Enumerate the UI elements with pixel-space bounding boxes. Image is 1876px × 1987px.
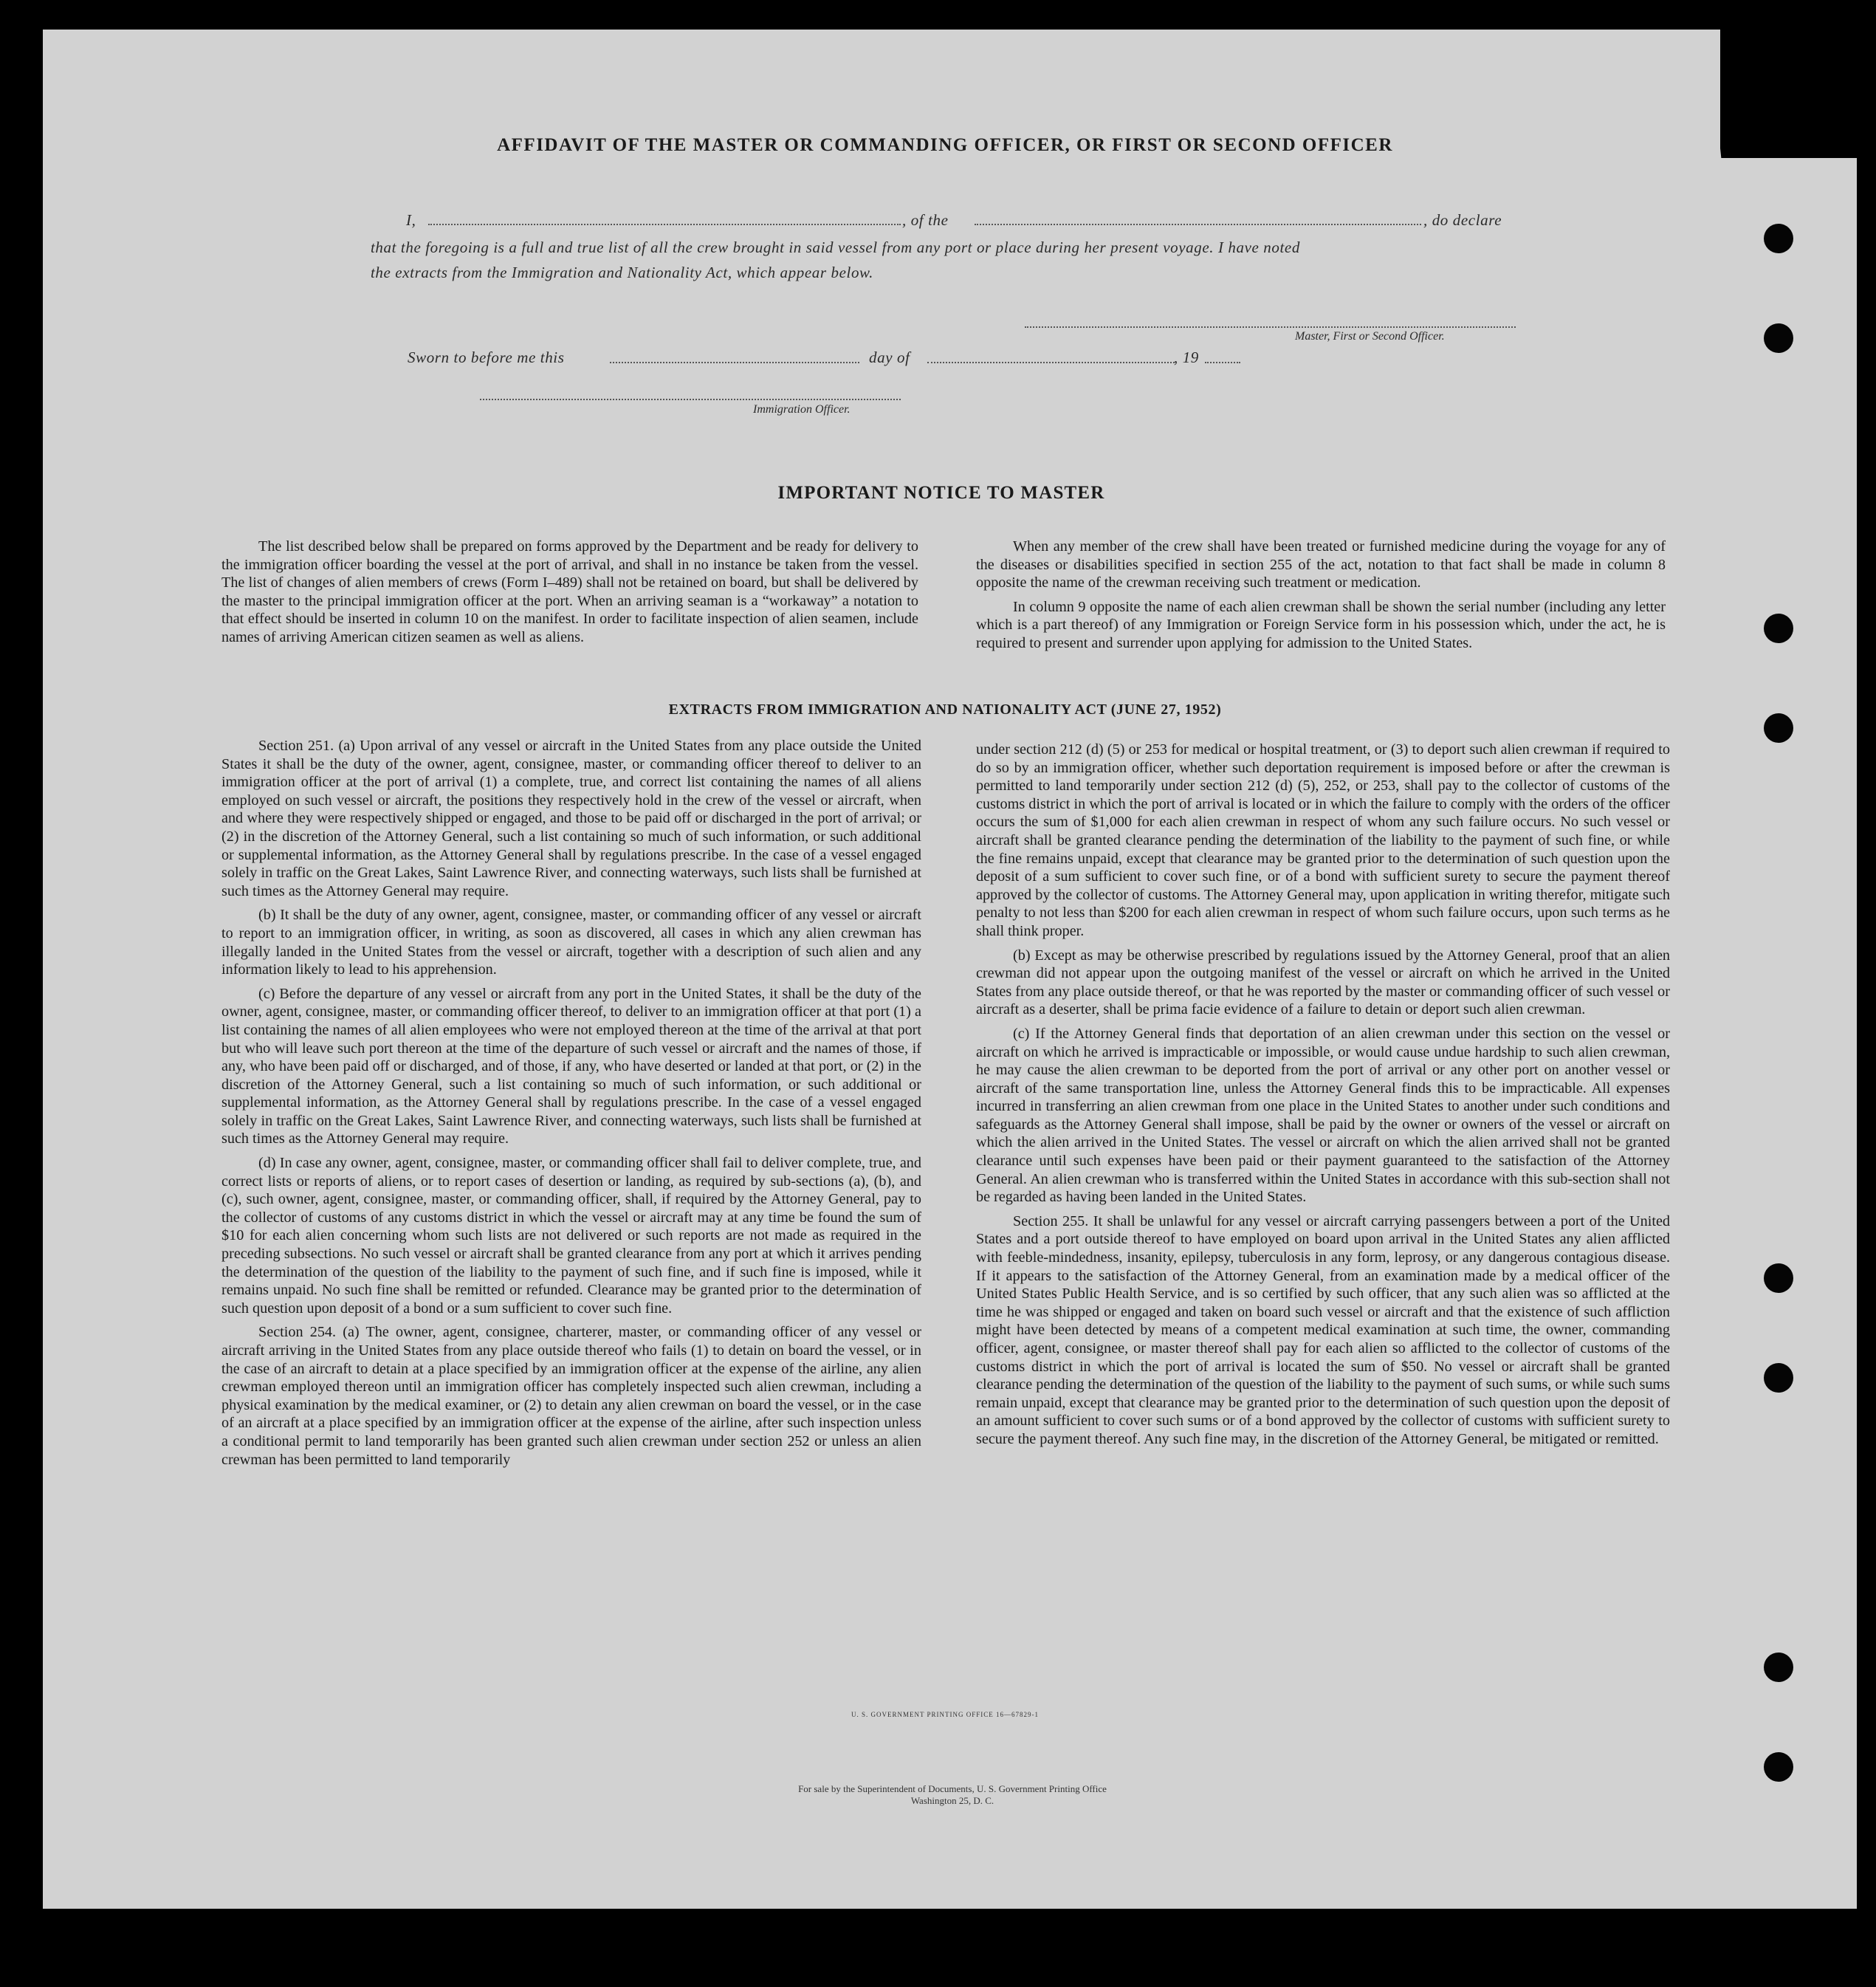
declaration-line: the extracts from the Immigration and Nationality Act, which appear below.: [371, 264, 873, 281]
punch-hole: [1764, 323, 1793, 353]
statute-paragraph: (d) In case any owner, agent, consignee, master, or commanding officer shall fail to deliver complete, true, and correct lists or reports of aliens, or to report cases of desertion or landing, as required by sub-sections (a), (b), and (c), such owner, agent, consignee, master, or commanding officer, shall, if required by the Attorney General, pay to the collector of customs of any customs district in which the vessel or aircraft may at any time be found the sum of $10 for each alien concerning whom such lists are not delivered or such reports are not made as required in the preceding subsections. No such vessel or aircraft shall be granted clearance from any port at which it arrives pending the determination of the question of the liability to the payment of such fine, and if such fine is imposed, while it remains unpaid. No such fine shall be remitted or refunded. Clearance may be granted prior to the determination of such question upon deposit of a bond or a sum sufficient to cover such fine.: [221, 1155, 921, 1317]
affidavit-title: AFFIDAVIT OF THE MASTER OR COMMANDING OFFICER, OR FIRST OR SECOND OFFICER: [497, 135, 1393, 155]
statute-paragraph: (b) It shall be the duty of any owner, agent, consignee, master, or commanding officer of any vessel or aircraft to report to an immigration officer, in writing, as soon as discovered, all cases in which any alien crewman has illegally landed in the United States from the vessel or aircraft, together with a description of such alien and any information likely to lead to his apprehension.: [221, 907, 921, 978]
master-signature-line[interactable]: [1025, 326, 1516, 328]
immigration-officer-caption: Immigration Officer.: [753, 403, 851, 416]
extracts-heading: EXTRACTS FROM IMMIGRATION AND NATIONALITY ACT (JUNE 27, 1952): [668, 701, 1222, 718]
declaration-line: that the foregoing is a full and true list of all the crew brought in said vessel from any port or place during her present voyage. I have noted: [371, 238, 1300, 256]
sworn-label: Sworn to before me this: [408, 349, 565, 366]
statute-paragraph: Section 254. (a) The owner, agent, consignee, charterer, master, or commanding officer of any vessel or aircraft arriving in the United States from any place outside thereof who fails (1) to detain on board the vessel, or in the case of an aircraft to detain at a place specified by an immigration officer at the expense of the airline, any alien crewman employed thereon until an immigration officer has completely inspected such alien crewman, including a physical examination by the medical examiner, or (2) to detain any alien crewman on board the vessel, or in the case of an aircraft at a place specified by an immigration officer at the expense of the airline, after such inspection unless a conditional permit to land temporarily has been granted such alien crewman under section 252 or unless an alien crewman has been permitted to land temporarily: [221, 1324, 921, 1468]
punch-hole: [1764, 614, 1793, 643]
footer: [628, 1783, 1277, 1807]
punch-hole: [1764, 1363, 1793, 1393]
statute-paragraph: (c) Before the departure of any vessel or aircraft from any port in the United States, it shall be the duty of the owner, agent, consignee, master, or commanding officer thereof, to deliver to an immigration officer at that port (1) a list containing the names of all alien employees who were not employed thereon at the time of the arrival at that port but who will leave such port thereon at the time of the departure of such vessel or aircraft and the names of those, if any, who have been paid off or discharged, and of those, if any, who have deserted or landed at that port, or (2) in the discretion of the Attorney General, such a list containing so much of such information, or such additional or supplemental information, as the Attorney General shall by regulations prescribe. In the case of a vessel engaged solely in traffic on the Great Lakes, Saint Lawrence River, and connecting waterways, such lists shall be furnished at such times as the Attorney General may require.: [221, 985, 921, 1147]
extracts-right-column: [976, 741, 1670, 1455]
sworn-month-blank[interactable]: [927, 362, 1175, 363]
statute-paragraph: (b) Except as may be otherwise prescribed by regulations issued by the Attorney General, proof that an alien crewman did not appear upon the outgoing manifest of the vessel or aircraft on which he arrived in the United States from any place outside thereof, or that he was reported by the master or commanding officer of such vessel or aircraft as a deserter, shall be prima facie evidence of a failure to detain or deport such alien crewman.: [976, 947, 1670, 1018]
punch-hole: [1764, 1263, 1793, 1293]
punch-hole: [1764, 713, 1793, 743]
notice-heading: IMPORTANT NOTICE TO MASTER: [777, 483, 1105, 503]
notice-paragraph: When any member of the crew shall have been treated or furnished medicine during the voyage for any of the diseases or disabilities specified in section 255 of the act, notation to that fact shall be made in column 8 opposite the name of the crewman receiving such treatment or medication.: [976, 538, 1666, 591]
statute-paragraph: Section 251. (a) Upon arrival of any vessel or aircraft in the United States from any place outside the United States it shall be the duty of the owner, agent, consignee, master, or commanding officer thereof to deliver to an immigration officer at the port of arrival (1) a complete, true, and correct list containing the names of all aliens employed on such vessel or aircraft, the positions they respectively hold in the crew of the vessel or aircraft, when and where they were respectively shipped or engaged, and those to be paid off or discharged in the port of arrival; or (2) in the discretion of the Attorney General, such a list containing so much of such information, or such additional or supplemental information, as the Attorney General shall by regulations prescribe. In the case of a vessel engaged solely in traffic on the Great Lakes, Saint Lawrence River, and connecting waterways, such lists shall be furnished at such times as the Attorney General may require.: [221, 738, 921, 899]
of-the-label: , of the: [902, 211, 949, 229]
day-of-label: day of: [869, 349, 910, 366]
notice-right-column: [976, 538, 1666, 659]
statute-paragraph: under section 212 (d) (5) or 253 for medical or hospital treatment, or (3) to deport such alien crewman if required to do so by an immigration officer, whether such deportation requirement is imposed before or after the crewman is permitted to land temporarily under section 212 (d) (5), 252, or 253, shall pay to the collector of customs of the customs district in which the port of arrival is located or in which the failure to comply with the orders of the officer occurs the sum of $1,000 for each alien crewman in respect of whom any such failure occurs. No such vessel or aircraft shall be granted clearance pending the determination of the liability to the payment of such fine, or while the fine remains unpaid, except that clearance may be granted prior to the determination of such question upon the deposit of a sum sufficient to cover such fine, or of a bond with sufficient surety to secure the payment thereof approved by the collector of customs. The Attorney General may, upon application in writing therefor, mitigate such penalty to not less than $200 for each alien crewman in respect of whom such failure occurs, upon such terms as he shall think proper.: [976, 741, 1670, 939]
name-blank-line[interactable]: [428, 224, 901, 225]
punch-hole: [1764, 1653, 1793, 1682]
footer-line: For sale by the Superintendent of Documents, U. S. Government Printing Office: [798, 1783, 1107, 1794]
master-caption: Master, First or Second Officer.: [1295, 330, 1445, 343]
extracts-left-column: [221, 737, 921, 1475]
notice-left-column: [221, 538, 918, 653]
declare-i-label: I,: [406, 211, 416, 229]
year-label: , 19: [1174, 349, 1199, 366]
notice-paragraph: In column 9 opposite the name of each alien crewman shall be shown the serial number (including any letter which is a part thereof) of any Immigration or Foreign Service form in his possession which, under the act, he is required to present and surrender upon applying for admission to the United States.: [976, 598, 1666, 651]
immigration-officer-signature-line[interactable]: [480, 399, 901, 400]
punch-hole: [1764, 1752, 1793, 1782]
sworn-day-blank[interactable]: [610, 362, 859, 363]
notice-paragraph: The list described below shall be prepared on forms approved by the Department and be ready for delivery to the immigration officer boarding the vessel at the port of arrival, and shall in no instance be taken from the vessel. The list of changes of alien members of crews (Form I–489) shall not be retained on board, but shall be delivered by the master to the principal immigration officer at the port. When an arriving seaman is a “workaway” a notation to that effect should be inserted in column 10 on the manifest. In order to facilitate inspection of alien seamen, include names of arriving American citizen seamen as well as aliens.: [221, 538, 918, 645]
vessel-blank-line[interactable]: [975, 224, 1421, 225]
punch-hole: [1764, 224, 1793, 253]
sworn-year-blank[interactable]: [1205, 362, 1240, 363]
gpo-print-code: U. S. GOVERNMENT PRINTING OFFICE 16—67829-1: [851, 1711, 1040, 1718]
statute-paragraph: (c) If the Attorney General finds that deportation of an alien crewman under this section on the vessel or aircraft on which he arrived is impracticable or impossible, or would cause undue hardship to such alien crewman, he may cause the alien crewman to be deported from the port of arrival or any other port on another vessel or aircraft of the same transportation line, unless the Attorney General finds this to be impracticable. All expenses incurred in transferring an alien crewman from one place in the United States to another under such conditions and safeguards as the Attorney General shall impose, shall be paid by the owner or owners of the vessel or aircraft on which the alien arrived in the United States. The vessel or aircraft on which the alien arrived shall not be granted clearance until such expenses have been paid or their payment guaranteed to the satisfaction of the Attorney General. An alien crewman who is transferred within the United States in accordance with this sub-section shall not be regarded as having been landed in the United States.: [976, 1025, 1670, 1206]
statute-paragraph: Section 255. It shall be unlawful for any vessel or aircraft carrying passengers between a port of the United States and a port outside thereof to have employed on board upon arrival in the United States any alien afflicted with feeble-mindedness, insanity, epilepsy, tuberculosis in any form, leprosy, or any dangerous contagious disease. If it appears to the satisfaction of the Attorney General, from an examination made by a medical officer of the United States Public Health Service, and is so certified by such officer, that any such alien was so afflicted at the time he was shipped or engaged and taken on board such vessel or aircraft and that the existence of such affliction might have been detected by means of a competent medical examination at such time, the owner, commanding officer, agent, consignee, or master thereof shall pay for each alien so afflicted to the collector of customs of the customs district in which the port of arrival is located the sum of $50. No vessel or aircraft shall be granted clearance pending the determination of the question of the liability to the payment of such sums, or while such sums remain unpaid, except that clearance may be granted prior to the determination of such question upon the deposit of an amount sufficient to cover such sums or of a bond approved by the collector of customs with sufficient surety to secure the payment thereof. Any such fine may, in the discretion of the Attorney General, be mitigated or remitted.: [976, 1212, 1670, 1447]
do-declare-label: , do declare: [1423, 211, 1502, 229]
footer-line: Washington 25, D. C.: [910, 1795, 994, 1806]
page-tab: [1705, 158, 1857, 1909]
